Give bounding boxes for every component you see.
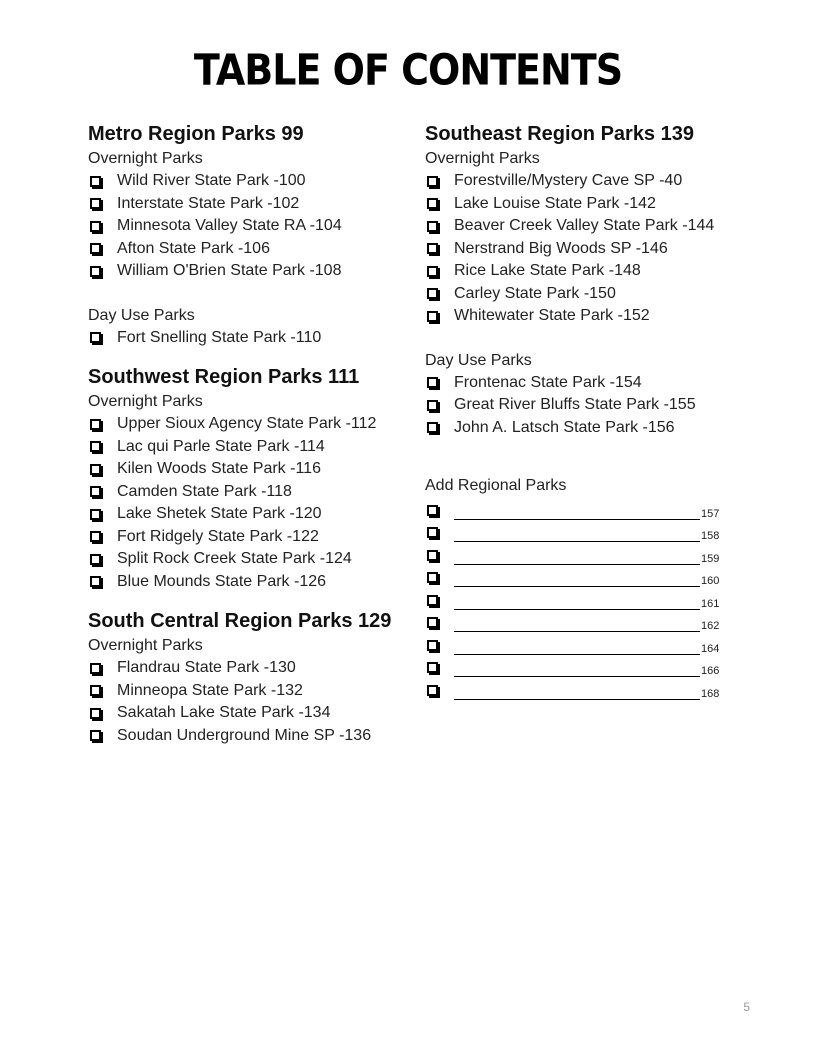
park-list-item [88, 526, 408, 549]
park-list-item [88, 702, 408, 725]
park-name: Beaver Creek Valley State Park -144 [454, 217, 715, 234]
blank-page-number: 161 [701, 597, 720, 610]
park-list-item [88, 413, 408, 436]
group-label: Overnight Parks [88, 637, 203, 654]
checkbox-icon[interactable] [90, 243, 101, 254]
checkbox-icon[interactable] [427, 617, 438, 628]
checkbox-icon[interactable] [90, 576, 101, 587]
park-list-item [88, 657, 408, 680]
park-name: Rice Lake State Park -148 [454, 262, 641, 279]
park-list-item [88, 260, 408, 283]
blank-page-number: 157 [701, 507, 720, 520]
park-name: William O'Brien State Park -108 [117, 262, 342, 279]
park-name: Camden State Park -118 [117, 482, 292, 500]
region-heading: South Central Region Parks 129 [88, 610, 392, 632]
region-heading: Southeast Region Parks 139 [425, 123, 694, 145]
checkbox-icon[interactable] [90, 554, 101, 565]
park-list [88, 327, 408, 350]
add-regional-label: Add Regional Parks [425, 477, 567, 494]
add-park-row [425, 497, 755, 520]
checkbox-icon[interactable] [427, 595, 438, 606]
checkbox-icon[interactable] [427, 266, 438, 277]
park-list-item [425, 283, 755, 306]
park-name: Soudan Underground Mine SP -136 [117, 726, 372, 744]
checkbox-icon[interactable] [427, 572, 438, 583]
checkbox-icon[interactable] [427, 640, 438, 651]
park-list-item [88, 725, 408, 748]
park-list-item [425, 193, 755, 216]
checkbox-icon[interactable] [427, 400, 438, 411]
checkbox-icon[interactable] [90, 486, 101, 497]
park-name: Forestville/Mystery Cave SP -40 [454, 172, 683, 189]
park-list-item [88, 571, 408, 594]
park-list-item [425, 260, 755, 283]
blank-line[interactable] [454, 505, 700, 520]
right-column [425, 120, 755, 700]
region-section [88, 607, 408, 747]
checkbox-icon[interactable] [90, 509, 101, 520]
region-section [88, 120, 408, 349]
park-name: Minnesota Valley State RA -104 [117, 217, 342, 234]
park-list [88, 413, 408, 593]
park-name: Fort Ridgely State Park -122 [117, 527, 319, 545]
blank-page-number: 164 [701, 642, 720, 655]
park-name: Frontenac State Park -154 [454, 373, 642, 391]
region-section [88, 363, 408, 593]
checkbox-icon[interactable] [90, 531, 101, 542]
park-name: Afton State Park -106 [117, 239, 270, 257]
add-park-row [425, 542, 755, 565]
checkbox-icon[interactable] [90, 464, 101, 475]
checkbox-icon[interactable] [90, 419, 101, 430]
park-list-item [88, 436, 408, 459]
blank-line[interactable] [454, 617, 700, 632]
park-list-item [425, 394, 755, 417]
group-label: Day Use Parks [425, 351, 532, 369]
park-list-item [88, 458, 408, 481]
page-number: 5 [743, 1000, 750, 1014]
blank-line[interactable] [454, 527, 700, 542]
checkbox-icon[interactable] [90, 730, 101, 741]
park-name: Fort Snelling State Park -110 [117, 328, 322, 346]
park-list-item [425, 305, 755, 328]
checkbox-icon[interactable] [427, 198, 438, 209]
checkbox-icon[interactable] [90, 685, 101, 696]
park-list-item [88, 680, 408, 703]
park-list-item [88, 170, 408, 193]
checkbox-icon[interactable] [90, 441, 101, 452]
park-name: Flandrau State Park -130 [117, 659, 296, 676]
park-list-item [425, 170, 755, 193]
park-name: Lake Louise State Park -142 [454, 194, 656, 212]
checkbox-icon[interactable] [427, 243, 438, 254]
checkbox-icon[interactable] [427, 288, 438, 299]
park-list [425, 372, 755, 440]
park-name: John A. Latsch State Park -156 [454, 418, 675, 436]
add-park-row [425, 587, 755, 610]
park-name: Great River Bluffs State Park -155 [454, 396, 696, 413]
add-regional-list [425, 497, 755, 700]
checkbox-icon[interactable] [427, 422, 438, 433]
blank-line[interactable] [454, 685, 700, 700]
checkbox-icon[interactable] [427, 527, 438, 538]
checkbox-icon[interactable] [90, 221, 101, 232]
park-list-item [88, 327, 408, 350]
blank-line[interactable] [454, 595, 700, 610]
blank-page-number: 168 [701, 687, 720, 700]
blank-page-number: 158 [701, 530, 720, 542]
park-list [88, 657, 408, 747]
park-name: Nerstrand Big Woods SP -146 [454, 239, 668, 257]
park-list [88, 170, 408, 283]
checkbox-icon[interactable] [427, 176, 438, 187]
park-list-item [88, 503, 408, 526]
park-list-item [425, 215, 755, 238]
region-heading: Metro Region Parks 99 [88, 123, 304, 145]
checkbox-icon[interactable] [427, 662, 438, 673]
checkbox-icon[interactable] [90, 176, 101, 187]
park-list-item [88, 215, 408, 238]
park-name: Split Rock Creek State Park -124 [117, 550, 352, 567]
checkbox-icon[interactable] [427, 685, 438, 696]
park-list-item [425, 372, 755, 395]
checkbox-icon[interactable] [90, 708, 101, 719]
group-label: Overnight Parks [88, 393, 203, 410]
park-list-item [88, 548, 408, 571]
checkbox-icon[interactable] [427, 550, 438, 561]
add-park-row [425, 565, 755, 588]
park-name: Sakatah Lake State Park -134 [117, 704, 331, 721]
park-name: Kilen Woods State Park -116 [117, 460, 321, 477]
group-label: Day Use Parks [88, 306, 195, 324]
group-label: Overnight Parks [425, 150, 540, 167]
park-name: Lake Shetek State Park -120 [117, 505, 322, 522]
park-name: Interstate State Park -102 [117, 194, 300, 212]
checkbox-icon[interactable] [90, 266, 101, 277]
blank-page-number: 166 [701, 665, 720, 677]
add-park-row [425, 520, 755, 543]
checkbox-icon[interactable] [427, 311, 438, 322]
region-section [425, 120, 755, 439]
add-park-row [425, 610, 755, 633]
left-column [88, 120, 408, 761]
add-park-row [425, 677, 755, 700]
blank-line[interactable] [454, 640, 700, 655]
blank-line[interactable] [454, 550, 700, 565]
park-list [425, 170, 755, 328]
park-name: Whitewater State Park -152 [454, 307, 650, 324]
park-name: Upper Sioux Agency State Park -112 [117, 415, 377, 432]
park-list-item [88, 238, 408, 261]
park-list-item [88, 481, 408, 504]
blank-line[interactable] [454, 572, 700, 587]
blank-line[interactable] [454, 662, 700, 677]
checkbox-icon[interactable] [427, 505, 438, 516]
blank-page-number: 162 [701, 620, 720, 632]
checkbox-icon[interactable] [90, 332, 101, 343]
park-list-item [425, 238, 755, 261]
park-name: Lac qui Parle State Park -114 [117, 437, 325, 455]
blank-page-number: 159 [701, 552, 720, 565]
park-list-item [88, 193, 408, 216]
region-heading: Southwest Region Parks 111 [88, 366, 360, 388]
checkbox-icon[interactable] [427, 377, 438, 388]
add-park-row [425, 655, 755, 678]
group-label: Overnight Parks [88, 150, 203, 167]
blank-page-number: 160 [701, 575, 720, 587]
park-name: Minneopa State Park -132 [117, 681, 303, 699]
park-name: Blue Mounds State Park -126 [117, 572, 327, 590]
park-name: Carley State Park -150 [454, 284, 616, 302]
checkbox-icon[interactable] [90, 198, 101, 209]
checkbox-icon[interactable] [90, 663, 101, 674]
checkbox-icon[interactable] [427, 221, 438, 232]
page-title: TABLE OF CONTENTS [193, 45, 623, 95]
park-list-item [425, 417, 755, 440]
add-park-row [425, 632, 755, 655]
park-name: Wild River State Park -100 [117, 172, 306, 189]
